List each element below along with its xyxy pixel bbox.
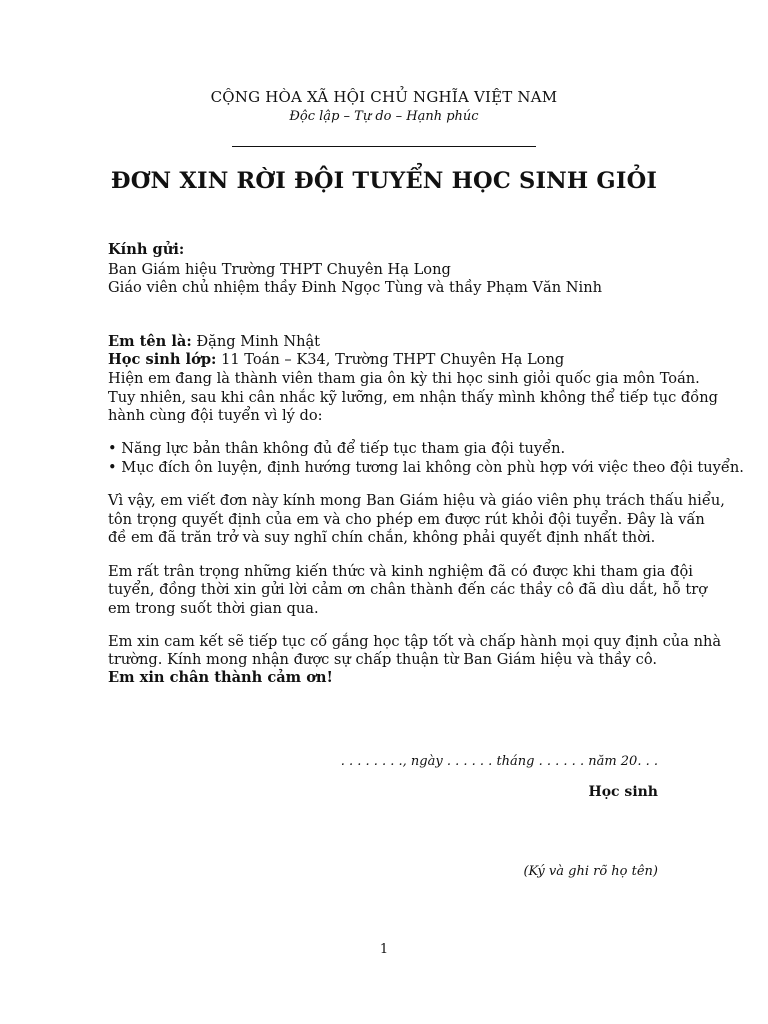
- name-label: Em tên là:: [108, 333, 192, 350]
- paragraph-line: tôn trọng quyết định của em và cho phép em được rút khỏi đội tuyển. Đây là vấn: [108, 511, 705, 528]
- paragraph-line: trường. Kính mong nhận được sự chấp thuận từ Ban Giám hiệu và thầy cô.: [108, 651, 657, 668]
- intro-line: Tuy nhiên, sau khi cân nhắc kỹ lưỡng, em nhận thấy mình không thể tiếp tục đồng: [108, 389, 718, 406]
- nation-header: CỘNG HÒA XÃ HỘI CHỦ NGHĨA VIỆT NAM: [210, 88, 558, 106]
- page-number: 1: [379, 942, 389, 957]
- reason-item: • Mục đích ôn luyện, định hướng tương lai không còn phù hợp với việc theo đội tuyển.: [108, 459, 744, 476]
- recipient-label: Kính gửi:: [108, 241, 185, 258]
- student-class: 11 Toán – K34, Trường THPT Chuyên Hạ Long: [221, 351, 565, 368]
- paragraph-line: Em xin cam kết sẽ tiếp tục cố gắng học tập tốt và chấp hành mọi quy định của nhà: [108, 633, 722, 650]
- student-name: Đặng Minh Nhật: [196, 333, 321, 350]
- paragraph-line: đề em đã trăn trở và suy nghĩ chín chắn, không phải quyết định nhất thời.: [108, 529, 656, 546]
- class-label: Học sinh lớp:: [108, 351, 217, 368]
- intro-line: hành cùng đội tuyển vì lý do:: [108, 407, 323, 424]
- student-name-line: [108, 332, 320, 351]
- recipient-line: Ban Giám hiệu Trường THPT Chuyên Hạ Long: [108, 261, 451, 278]
- recipient-line: Giáo viên chủ nhiệm thầy Đinh Ngọc Tùng và thầy Phạm Văn Ninh: [108, 279, 603, 296]
- document-title: ĐƠN XIN RỜI ĐỘI TUYỂN HỌC SINH GIỎI: [110, 168, 658, 194]
- intro-line: Hiện em đang là thành viên tham gia ôn kỳ thi học sinh giỏi quốc gia môn Toán.: [108, 370, 700, 387]
- closing-line: Em xin chân thành cảm ơn!: [108, 669, 333, 686]
- signature-note: (Ký và ghi rõ họ tên): [523, 864, 658, 879]
- paragraph-line: Em rất trân trọng những kiến thức và kinh nghiệm đã có được khi tham gia đội: [108, 563, 693, 580]
- student-class-line: [108, 350, 564, 369]
- paragraph-line: tuyển, đồng thời xin gửi lời cảm ơn chân thành đến các thầy cô đã dìu dắt, hỗ trợ: [108, 581, 708, 598]
- header-divider: [232, 146, 536, 147]
- reason-item: • Năng lực bản thân không đủ để tiếp tục tham gia đội tuyển.: [108, 440, 566, 457]
- paragraph-line: em trong suốt thời gian qua.: [108, 600, 319, 617]
- signer-role: Học sinh: [588, 784, 658, 800]
- paragraph-line: Vì vậy, em viết đơn này kính mong Ban Giám hiệu và giáo viên phụ trách thấu hiểu,: [108, 492, 725, 509]
- motto: Độc lập – Tự do – Hạnh phúc: [289, 109, 479, 124]
- date-line: . . . . . . . ., ngày . . . . . . tháng . . . . . . năm 20. . .: [340, 754, 658, 769]
